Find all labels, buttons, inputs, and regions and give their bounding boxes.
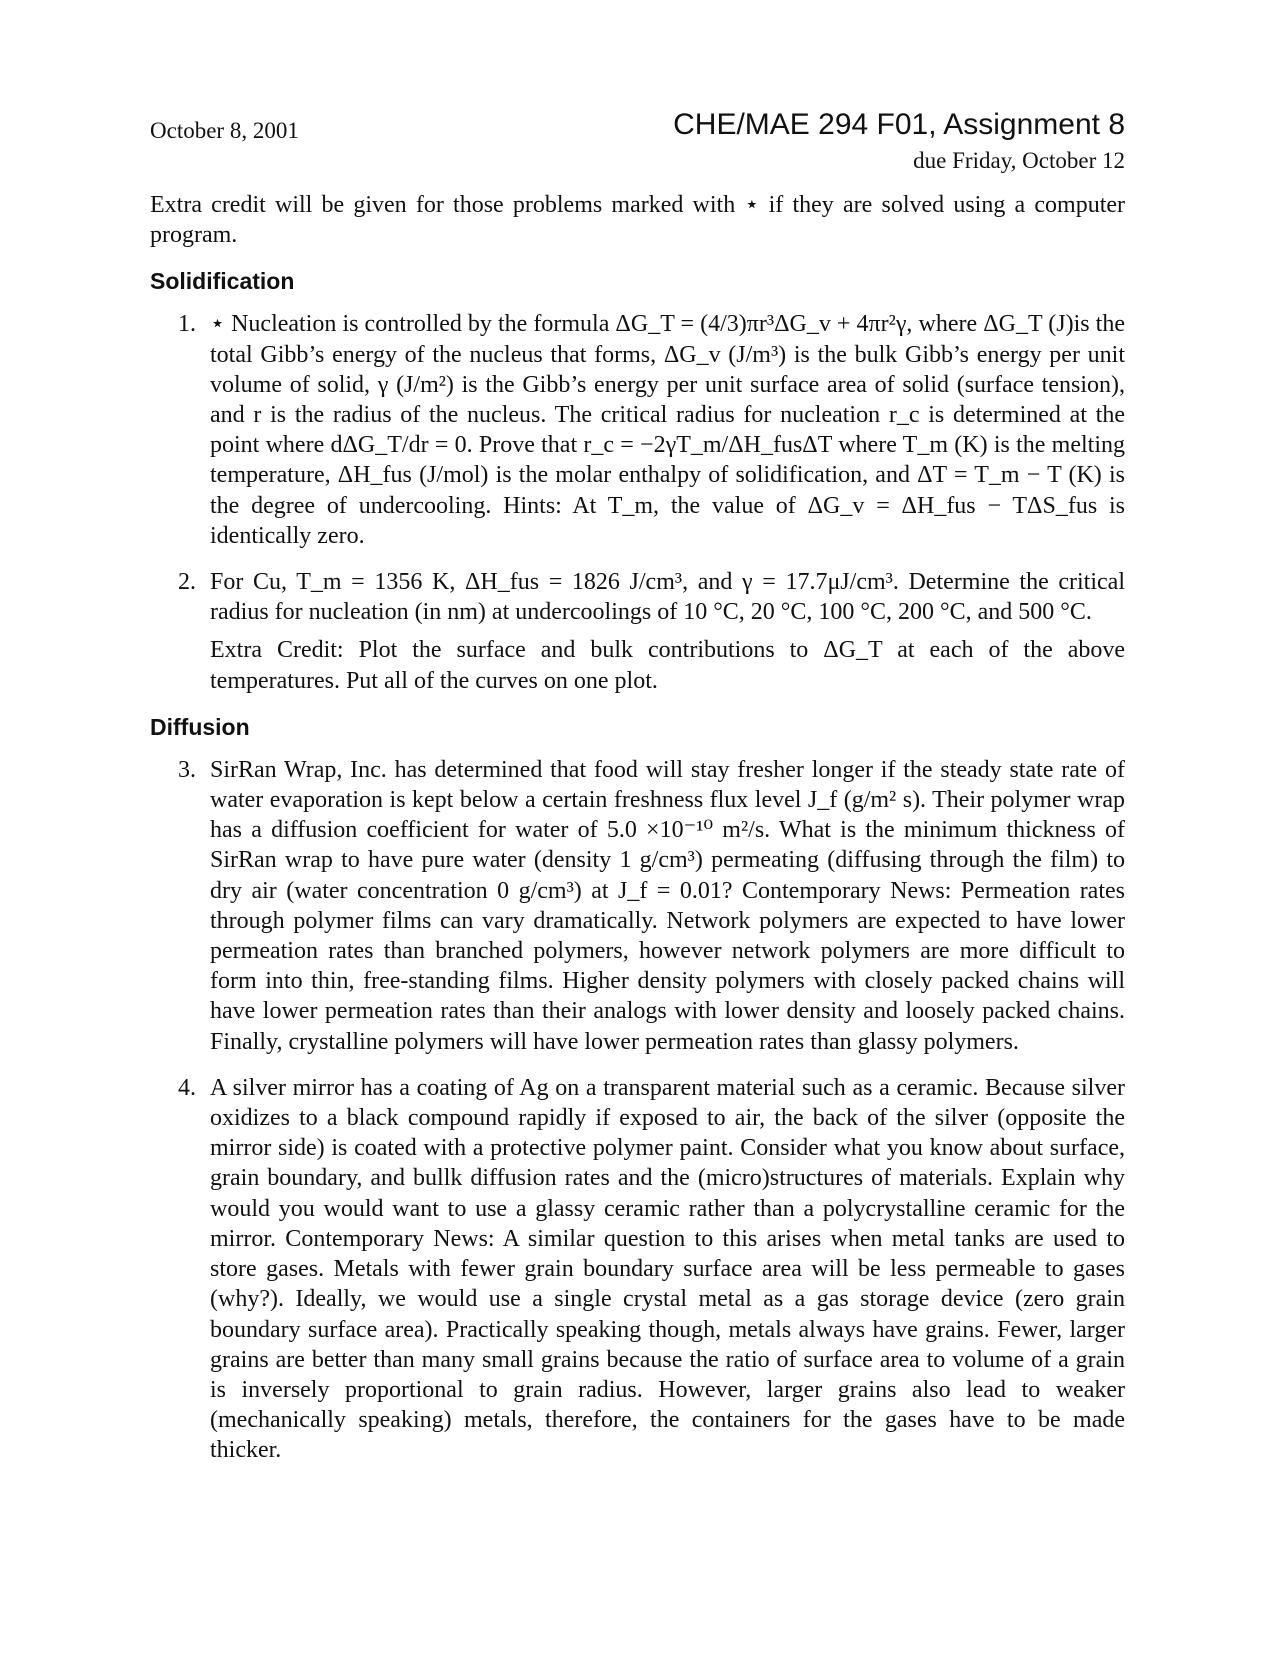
- problem-number: 3.: [178, 756, 196, 783]
- problem-4: [150, 1073, 1125, 1466]
- document-page: [150, 108, 1125, 1482]
- problem-number: 4.: [178, 1074, 196, 1101]
- problem-text: SirRan Wrap, Inc. has determined that food will stay fresher longer if the steady state rate of water evaporation is kept below a certain freshness flux level J_f (g/m² s). Their polymer wrap has a diffusion coefficient for water of 5.0 ×10⁻¹⁰ m²/s. What is the minimum thickness of SirRan wrap to have pure water (density 1 g/cm³) permeating (diffusing through the film) to dry air (water concentration 0 g/cm³) at J_f = 0.01? Contemporary News: Permeation rates through polymer films can vary dramatically. Network polymers are expected to have lower permeation rates than branched polymers, however network polymers are more difficult to form into thin, free-standing films. Higher density polymers with closely packed chains will have lower permeation rates than their analogs with lower density and loosely packed chains. Finally, crystalline polymers will have lower permeation rates than glassy polymers.: [210, 756, 1125, 1055]
- problem-text: ⋆ Nucleation is controlled by the formula ΔG_T = (4/3)πr³ΔG_v + 4πr²γ, where ΔG_T (J)is the total Gibb’s energy of the nucleus that forms, ΔG_v (J/m³) is the bulk Gibb’s energy per unit volume of solid, γ (J/m²) is the Gibb’s energy per unit surface area of solid (surface tension), and r is the radius of the nucleus. The critical radius for nucleation r_c is determined at the point where dΔG_T/dr = 0. Prove that r_c = −2γT_m/ΔH_fusΔT where T_m (K) is the melting temperature, ΔH_fus (J/mol) is the molar enthalpy of solidification, and ΔT = T_m − T (K) is the degree of undercooling. Hints: At T_m, the value of ΔG_v = ΔH_fus − TΔS_fus is identically zero.: [210, 311, 1125, 549]
- problem-number: 2.: [178, 569, 196, 596]
- problem-text: A silver mirror has a coating of Ag on a transparent material such as a ceramic. Because silver oxidizes to a black compound rapidly if exposed to air, the back of the silver (opposite the mirror side) is coated with a protective polymer paint. Consider what you know about surface, grain boundary, and bullk diffusion rates and the (micro)structures of materials. Explain why would you would want to use a glassy ceramic rather than a polycrystalline ceramic for the mirror. Contemporary News: A similar question to this arises when metal tanks are used to store gases. Metals with fewer grain boundary surface area will be less permeable to gases (why?). Ideally, we would use a single crystal metal as a gas storage device (zero grain boundary surface area). Practically speaking though, metals always have grains. Fewer, larger grains are better than many small grains because the ratio of surface area to volume of a grain is inversely proportional to grain radius. However, larger grains also lead to weaker (mechanically speaking) metals, therefore, the containers for the gases have to be made thicker.: [210, 1074, 1125, 1464]
- section-heading-diffusion: Diffusion: [150, 713, 250, 740]
- problem-text: For Cu, T_m = 1356 K, ΔH_fus = 1826 J/cm³, and γ = 17.7μJ/cm³. Determine the critical radius for nucleation (in nm) at undercoolings of 10 °C, 20 °C, 100 °C, 200 °C, and 500 °C.: [210, 569, 1125, 626]
- problem-2: [150, 567, 1125, 696]
- course-title: CHE/MAE 294 F01, Assignment 8: [673, 108, 1125, 141]
- extra-credit-text: Extra Credit: Plot the surface and bulk contributions to ΔG_T at each of the above temperatures. Put all of the curves on one plot.: [210, 637, 1125, 694]
- intro-paragraph: Extra credit will be given for those problems marked with ⋆ if they are solved using a computer program.: [150, 192, 1125, 249]
- problem-1: [150, 309, 1125, 551]
- problem-3: [150, 755, 1125, 1057]
- page-header: [150, 108, 1125, 188]
- due-date: due Friday, October 12: [913, 148, 1125, 173]
- section-heading-solidification: Solidification: [150, 268, 295, 295]
- date: October 8, 2001: [150, 118, 299, 143]
- problem-number: 1.: [178, 311, 196, 338]
